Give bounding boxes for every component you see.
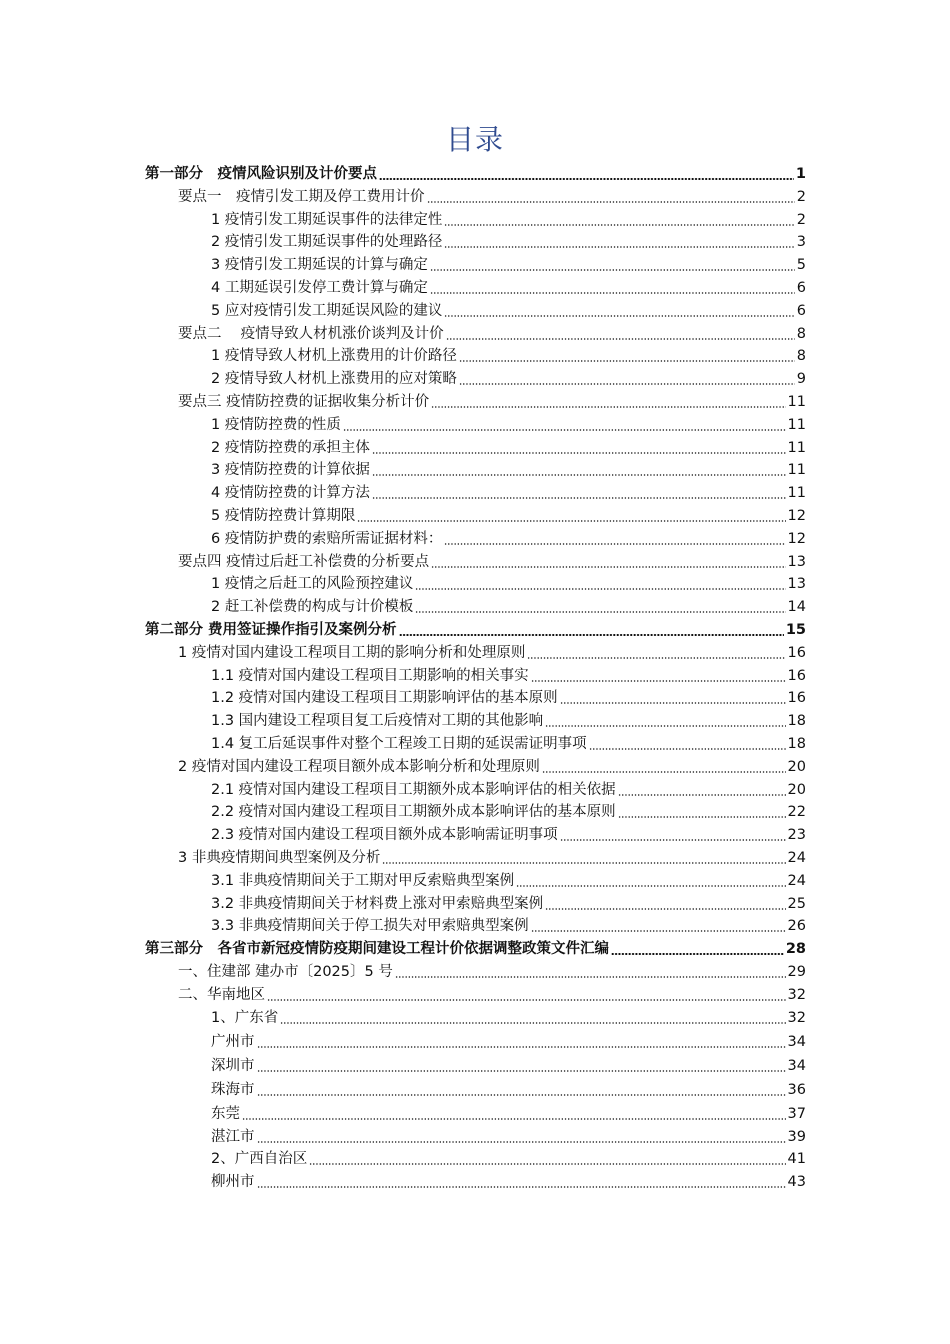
toc-subsection[interactable] bbox=[211, 1031, 806, 1053]
toc-subsection[interactable] bbox=[211, 231, 806, 253]
toc-page-number: 20 bbox=[787, 781, 806, 798]
toc-page-number: 8 bbox=[796, 325, 806, 342]
toc-subsection[interactable] bbox=[211, 915, 806, 937]
toc-page-number: 43 bbox=[787, 1174, 806, 1191]
toc-entry-title: 要点四 疫情过后赶工补偿费的分析要点 bbox=[178, 553, 430, 570]
toc-page-number: 41 bbox=[787, 1151, 806, 1168]
toc-part[interactable] bbox=[145, 938, 806, 960]
toc-entry-title: 3.1 非典疫情期间关于工期对甲反索赔典型案例 bbox=[211, 872, 515, 889]
toc-page-number: 20 bbox=[787, 758, 806, 775]
toc-leader-dots bbox=[379, 178, 794, 180]
toc-entry-title: 2 赶工补偿费的构成与计价模板 bbox=[211, 599, 414, 616]
toc-leader-dots bbox=[430, 269, 795, 271]
toc-leader-dots bbox=[309, 1163, 785, 1165]
toc-section[interactable] bbox=[178, 642, 806, 664]
toc-leader-dots bbox=[611, 953, 784, 955]
toc-entry-title: 珠海市 bbox=[211, 1082, 255, 1098]
toc-leader-dots bbox=[618, 794, 786, 796]
toc-part[interactable] bbox=[145, 163, 806, 185]
toc-subsection[interactable] bbox=[211, 801, 806, 823]
toc-subsection[interactable] bbox=[211, 414, 806, 436]
toc-entry-title: 1.2 疫情对国内建设工程项目工期影响评估的基本原则 bbox=[211, 690, 558, 707]
toc-entry-title: 要点二 疫情导致人材机涨价谈判及计价 bbox=[178, 325, 444, 342]
toc-page-number: 11 bbox=[787, 485, 806, 502]
toc-leader-dots bbox=[257, 1094, 786, 1096]
toc-page-number: 2 bbox=[796, 188, 806, 205]
toc-entry-title: 要点三 疫情防控费的证据收集分析计价 bbox=[178, 394, 430, 410]
toc-page-number: 16 bbox=[787, 644, 806, 661]
toc-leader-dots bbox=[531, 680, 786, 682]
toc-entry-title: 第一部分 疫情风险识别及计价要点 bbox=[145, 166, 377, 182]
toc-leader-dots bbox=[459, 360, 795, 362]
toc-page-number: 3 bbox=[796, 234, 806, 251]
toc-page-number: 26 bbox=[787, 918, 806, 935]
toc-page-number: 24 bbox=[787, 872, 806, 889]
toc-entry-title: 二、华南地区 bbox=[178, 986, 265, 1003]
toc-subsection[interactable] bbox=[211, 710, 806, 732]
toc-entry-title: 湛江市 bbox=[211, 1128, 255, 1145]
toc-entry-title: 第二部分 费用签证操作指引及案例分析 bbox=[145, 622, 397, 638]
toc-section[interactable] bbox=[178, 984, 806, 1006]
toc-page-number: 14 bbox=[787, 599, 806, 616]
toc-entry-title: 1 疫情防控费的性质 bbox=[211, 416, 341, 433]
toc-subsection[interactable] bbox=[211, 779, 806, 801]
toc-leader-dots bbox=[531, 930, 786, 932]
toc-page-number: 16 bbox=[787, 667, 806, 684]
toc-subsection[interactable] bbox=[211, 505, 806, 527]
toc-subsection[interactable] bbox=[211, 209, 806, 231]
toc-subsection[interactable] bbox=[211, 893, 806, 915]
toc-entry-title: 5 疫情防控费计算期限 bbox=[211, 508, 356, 524]
toc-page-number: 25 bbox=[787, 895, 806, 912]
toc-entry-title: 3.2 非典疫情期间关于材料费上涨对甲索赔典型案例 bbox=[211, 895, 544, 912]
toc-leader-dots bbox=[267, 999, 786, 1001]
toc-subsection[interactable] bbox=[211, 1148, 806, 1170]
toc-leader-dots bbox=[444, 315, 794, 317]
toc-leader-dots bbox=[395, 976, 786, 978]
toc-page-number: 6 bbox=[796, 302, 806, 319]
toc-leader-dots bbox=[444, 543, 785, 545]
toc-section[interactable] bbox=[178, 847, 806, 869]
toc-entry-title: 3 疫情引发工期延误的计算与确定 bbox=[211, 257, 428, 274]
toc-part[interactable] bbox=[145, 619, 806, 641]
toc-page-number: 24 bbox=[787, 850, 806, 866]
toc-leader-dots bbox=[427, 201, 795, 203]
toc-page-number: 39 bbox=[787, 1128, 806, 1145]
toc-page-number: 11 bbox=[787, 394, 806, 410]
toc-subsection[interactable] bbox=[211, 733, 806, 755]
toc-subsection[interactable] bbox=[211, 665, 806, 687]
toc-page-number: 11 bbox=[787, 416, 806, 433]
toc-entry-title: 1 疫情之后赶工的风险预控建议 bbox=[211, 576, 414, 593]
toc-subsection[interactable] bbox=[211, 1007, 806, 1029]
toc-leader-dots bbox=[257, 1186, 786, 1188]
toc-leader-dots bbox=[399, 634, 784, 636]
toc-subsection[interactable] bbox=[211, 482, 806, 504]
toc-page-number: 16 bbox=[787, 690, 806, 707]
toc-subsection[interactable] bbox=[211, 687, 806, 709]
toc-page-number: 18 bbox=[787, 713, 806, 730]
toc-leader-dots bbox=[280, 1022, 785, 1024]
toc-leader-dots bbox=[444, 246, 794, 248]
toc-page-number: 37 bbox=[787, 1105, 806, 1122]
toc-leader-dots bbox=[589, 748, 786, 750]
toc-entry-title: 要点一 疫情引发工期及停工费用计价 bbox=[178, 188, 425, 205]
toc-subsection[interactable] bbox=[211, 437, 806, 459]
toc-entry-title: 1 疫情对国内建设工程项目工期的影响分析和处理原则 bbox=[178, 644, 526, 661]
toc-page-number: 29 bbox=[787, 964, 806, 980]
toc-entry-title: 2 疫情导致人材机上涨费用的应对策略 bbox=[211, 371, 457, 388]
toc-subsection[interactable] bbox=[211, 870, 806, 892]
toc-leader-dots bbox=[431, 406, 785, 408]
toc-entry-title: 2.1 疫情对国内建设工程项目工期额外成本影响评估的相关依据 bbox=[211, 781, 616, 798]
toc-entry-title: 1 疫情引发工期延误事件的法律定性 bbox=[211, 211, 443, 228]
toc-page-number: 12 bbox=[787, 530, 806, 547]
toc-leader-dots bbox=[257, 1070, 786, 1072]
toc-subsection[interactable] bbox=[211, 277, 806, 299]
toc-page-number: 18 bbox=[787, 736, 806, 752]
toc-leader-dots bbox=[444, 224, 794, 226]
toc-page-number: 28 bbox=[785, 941, 806, 958]
toc-page-number: 12 bbox=[787, 508, 806, 524]
toc-section[interactable] bbox=[178, 961, 806, 983]
toc-entry-title: 5 应对疫情引发工期延误风险的建议 bbox=[211, 302, 443, 319]
toc-leader-dots bbox=[257, 1141, 786, 1143]
toc-entry-title: 2 疫情引发工期延误事件的处理路径 bbox=[211, 234, 443, 251]
toc-leader-dots bbox=[242, 1118, 786, 1120]
toc-entry-title: 6 疫情防护费的索赔所需证据材料： bbox=[211, 530, 443, 547]
toc-section[interactable] bbox=[178, 186, 806, 208]
toc-leader-dots bbox=[446, 338, 795, 340]
toc-entry-title: 1、广东省 bbox=[211, 1009, 279, 1026]
toc-entry-title: 深圳市 bbox=[211, 1058, 255, 1075]
toc-leader-dots bbox=[618, 816, 786, 818]
toc-page-number: 23 bbox=[787, 827, 806, 844]
toc-leader-dots bbox=[431, 566, 785, 568]
toc-page-number: 1 bbox=[795, 166, 806, 182]
toc-subsection[interactable] bbox=[211, 1055, 806, 1077]
toc-entry-title: 2 疫情防控费的承担主体 bbox=[211, 439, 370, 456]
toc-subsection[interactable] bbox=[211, 528, 806, 550]
toc-entry-title: 1.4 复工后延误事件对整个工程竣工日期的延误需证明事项 bbox=[211, 736, 587, 752]
toc-leader-dots bbox=[415, 611, 785, 613]
toc-page-number: 8 bbox=[796, 348, 806, 365]
toc-leader-dots bbox=[372, 452, 786, 454]
toc-page-number: 22 bbox=[787, 804, 806, 821]
toc-page-number: 13 bbox=[787, 576, 806, 593]
toc-subsection[interactable] bbox=[211, 1126, 806, 1148]
toc-subsection[interactable] bbox=[211, 368, 806, 390]
toc-leader-dots bbox=[527, 657, 785, 659]
toc-entry-title: 3 非典疫情期间典型案例及分析 bbox=[178, 850, 381, 866]
toc-subsection[interactable] bbox=[211, 1103, 806, 1125]
toc-subsection[interactable] bbox=[211, 596, 806, 618]
toc-subsection[interactable] bbox=[211, 300, 806, 322]
toc-leader-dots bbox=[459, 383, 795, 385]
toc-subsection[interactable] bbox=[211, 1079, 806, 1101]
toc-entry-title: 柳州市 bbox=[211, 1174, 255, 1191]
toc-leader-dots bbox=[430, 292, 795, 294]
toc-leader-dots bbox=[545, 725, 785, 727]
toc-leader-dots bbox=[415, 588, 785, 590]
toc-entry-title: 4 工期延误引发停工费计算与确定 bbox=[211, 280, 428, 296]
toc-leader-dots bbox=[516, 885, 785, 887]
toc-page-number: 2 bbox=[796, 211, 806, 228]
toc-entry-title: 1 疫情导致人材机上涨费用的计价路径 bbox=[211, 348, 457, 365]
toc-page-number: 34 bbox=[787, 1058, 806, 1075]
toc-entry-title: 一、住建部 建办市〔2025〕5 号 bbox=[178, 964, 393, 980]
toc-page-number: 9 bbox=[796, 371, 806, 388]
toc-leader-dots bbox=[357, 520, 785, 522]
toc-section[interactable] bbox=[178, 551, 806, 573]
toc-subsection[interactable] bbox=[211, 345, 806, 367]
toc-page-number: 5 bbox=[796, 257, 806, 274]
toc-subsection[interactable] bbox=[211, 1171, 806, 1193]
toc-subsection[interactable] bbox=[211, 824, 806, 846]
toc-leader-dots bbox=[257, 1046, 786, 1048]
toc-page-number: 34 bbox=[787, 1034, 806, 1051]
toc-section[interactable] bbox=[178, 391, 806, 413]
toc-entry-title: 3.3 非典疫情期间关于停工损失对甲索赔典型案例 bbox=[211, 918, 529, 935]
toc-leader-dots bbox=[545, 908, 785, 910]
toc-entry-title: 广州市 bbox=[211, 1034, 255, 1051]
toc-page-number: 32 bbox=[787, 1009, 806, 1026]
toc-leader-dots bbox=[372, 497, 786, 499]
toc-entry-title: 3 疫情防控费的计算依据 bbox=[211, 462, 370, 479]
toc-entry-title: 2 疫情对国内建设工程项目额外成本影响分析和处理原则 bbox=[178, 758, 540, 775]
toc-leader-dots bbox=[560, 702, 786, 704]
toc-page-number: 36 bbox=[787, 1082, 806, 1098]
toc-entry-title: 2、广西自治区 bbox=[211, 1151, 308, 1168]
toc-page-number: 6 bbox=[796, 280, 806, 296]
toc-subsection[interactable] bbox=[211, 254, 806, 276]
toc-entry-title: 2.3 疫情对国内建设工程项目额外成本影响需证明事项 bbox=[211, 827, 558, 844]
toc-entry-title: 1.1 疫情对国内建设工程项目工期影响的相关事实 bbox=[211, 667, 529, 684]
toc-page-number: 15 bbox=[785, 622, 806, 638]
toc-entry-title: 2.2 疫情对国内建设工程项目工期额外成本影响评估的基本原则 bbox=[211, 804, 616, 821]
toc-page-number: 13 bbox=[787, 553, 806, 570]
toc-page-number: 11 bbox=[787, 439, 806, 456]
toc-leader-dots bbox=[343, 429, 786, 431]
toc-leader-dots bbox=[382, 862, 785, 864]
page-title: 目录 bbox=[445, 123, 504, 156]
toc-subsection[interactable] bbox=[211, 573, 806, 595]
toc-leader-dots bbox=[560, 839, 786, 841]
toc-entry-title: 第三部分 各省市新冠疫情防疫期间建设工程计价依据调整政策文件汇编 bbox=[145, 941, 609, 958]
toc-section[interactable] bbox=[178, 756, 806, 778]
toc-entry-title: 4 疫情防控费的计算方法 bbox=[211, 485, 370, 502]
toc-entry-title: 东莞 bbox=[211, 1105, 240, 1122]
toc-page-number: 32 bbox=[787, 986, 806, 1003]
toc-leader-dots bbox=[542, 771, 786, 773]
toc-section[interactable] bbox=[178, 323, 806, 345]
toc-leader-dots bbox=[372, 474, 786, 476]
toc-subsection[interactable] bbox=[211, 459, 806, 481]
toc-page-number: 11 bbox=[787, 462, 806, 479]
toc-entry-title: 1.3 国内建设工程项目复工后疫情对工期的其他影响 bbox=[211, 713, 544, 730]
